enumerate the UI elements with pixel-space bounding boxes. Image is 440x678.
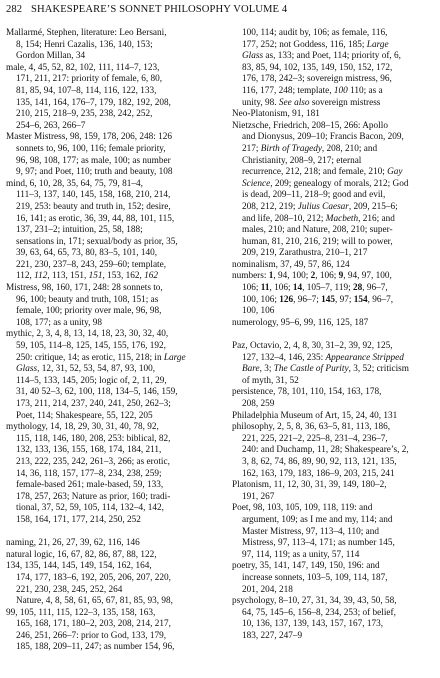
- index-continuation-line: [6, 492, 220, 504]
- index-continuation-line: [232, 202, 436, 214]
- index-text: , 153, 162,: [102, 271, 145, 282]
- index-text: 208, 212, 219;: [242, 201, 298, 212]
- index-entry-line: [6, 550, 220, 562]
- index-continuation-line: [6, 248, 220, 260]
- index-entry-line: [6, 283, 220, 295]
- index-text: 134, 135, 144, 145, 149, 154, 162, 164,: [6, 561, 152, 572]
- index-continuation-line: [232, 573, 436, 585]
- index-text: Philadelphia Museum of Art, 15, 24, 40, 131: [232, 410, 398, 421]
- index-text: tional, 37, 52, 59, 105, 114, 132–4, 142,: [16, 503, 164, 514]
- index-entry-line: [232, 121, 436, 133]
- index-continuation-line: [6, 40, 220, 52]
- index-continuation-line: [232, 283, 436, 295]
- index-continuation-line: [6, 144, 220, 156]
- index-text: 176, 178, 242–3; sovereign mistress, 96,: [242, 74, 392, 85]
- italic-text: Macbeth: [325, 213, 359, 224]
- index-text: , 209, 215–6;: [348, 201, 398, 212]
- index-column-right: [232, 28, 436, 642]
- index-text: human, 81, 210, 216, 219; will to power,: [242, 236, 393, 247]
- index-text: philosophy, 2, 5, 8, 36, 63–5, 81, 113, 186,: [232, 422, 391, 433]
- index-text: female, 100; priority over male, 96, 98,: [16, 306, 162, 317]
- index-text: Neo-Platonism, 91, 181: [232, 109, 320, 120]
- index-continuation-line: [232, 492, 436, 504]
- index-text: numbers:: [232, 271, 269, 282]
- index-continuation-line: [6, 469, 220, 481]
- index-continuation-line: [232, 237, 436, 249]
- italic-text: Birth of Tragedy: [260, 143, 322, 154]
- index-text: , 97;: [335, 294, 354, 305]
- index-entry-line: [232, 109, 436, 121]
- index-text: Mistress, 98, 160, 171, 248: 28 sonnets to,: [6, 283, 163, 294]
- bold-text: 154: [353, 294, 368, 305]
- index-text: 3, 8, 62, 74, 86, 89, 90, 92, 113, 121, 135,: [242, 456, 397, 467]
- index-continuation-line: [6, 619, 220, 631]
- index-continuation-line: [232, 445, 436, 457]
- index-text: argument, 109; as I me and my, 114; and: [242, 514, 393, 525]
- index-text: 137, 231–2; intuition, 25, 58, 188;: [16, 225, 143, 236]
- index-entry-line: [232, 561, 436, 573]
- index-continuation-line: [6, 51, 220, 63]
- index-text: 14, 36, 118, 157, 177–8, 234, 238, 259;: [16, 468, 162, 479]
- index-continuation-line: [232, 550, 436, 562]
- index-column-left: [6, 28, 220, 654]
- index-text: 99, 105, 111, 115, 122–3, 135, 158, 163,: [6, 607, 156, 618]
- index-text: 165, 168, 171, 180–2, 203, 208, 214, 217,: [16, 619, 171, 630]
- index-continuation-line: [6, 411, 220, 423]
- index-text: recurrence, 212, 218; and female, 210;: [242, 167, 388, 178]
- index-continuation-line: [6, 306, 220, 318]
- italic-text: The Castle of Purity: [273, 364, 349, 375]
- italic-text: Julius Caesar: [297, 201, 349, 212]
- index-text: 217;: [242, 143, 261, 154]
- index-text: , 216; and: [358, 213, 395, 224]
- running-header: [6, 4, 287, 15]
- index-text: is dead, 209–11, 218–9; good and evil,: [242, 190, 386, 201]
- index-text: males, 210; and Nature, 208, 210; super-: [242, 225, 393, 236]
- index-continuation-line: [232, 619, 436, 631]
- index-entry-line: [232, 387, 436, 399]
- index-text: 10, 136, 137, 139, 143, 157, 167, 173,: [242, 619, 384, 630]
- index-text: mythic, 2, 3, 4, 8, 13, 14, 18, 23, 30, 32, 40,: [6, 329, 169, 340]
- index-continuation-line: [6, 237, 220, 249]
- index-text: Gordon Millan, 34: [16, 51, 86, 62]
- page-number: 282: [6, 4, 23, 15]
- index-continuation-line: [232, 51, 436, 63]
- index-continuation-line: [6, 364, 220, 376]
- index-text: , 96–7;: [293, 294, 322, 305]
- italic-text: Science: [242, 178, 271, 189]
- index-text: 158, 164, 171, 177, 214, 250, 252: [16, 514, 141, 525]
- index-continuation-line: [6, 353, 220, 365]
- italic-text: Large: [163, 352, 186, 363]
- index-continuation-line: [6, 167, 220, 179]
- index-text: 183, 227, 247–9: [242, 630, 303, 641]
- index-text: , 209; genealogy of morals, 212; God: [270, 178, 409, 189]
- italic-text: Glass: [16, 364, 38, 375]
- index-continuation-line: [6, 457, 220, 469]
- index-continuation-line: [6, 573, 220, 585]
- index-text: 219, 253: beauty and truth in, 152; desire,: [16, 201, 171, 212]
- index-text: 221, 225, 221–2, 225–8, 231–4, 236–7,: [242, 433, 388, 444]
- index-text: 132, 133, 136, 155, 168, 174, 184, 211,: [16, 445, 162, 456]
- bold-text: 14: [292, 283, 303, 294]
- index-text: 111–3, 137, 140, 145, 158, 168, 210, 214,: [16, 190, 171, 201]
- index-text: persistence, 78, 101, 110, 154, 163, 178,: [232, 387, 382, 398]
- index-entry-line: [6, 132, 220, 144]
- index-text: 127, 132–4, 146, 235:: [242, 352, 326, 363]
- index-continuation-line: [232, 156, 436, 168]
- index-text: , 12, 31, 52, 53, 54, 87, 93, 100,: [37, 364, 156, 375]
- index-text: 174, 177, 183–6, 192, 205, 206, 207, 220,: [16, 572, 171, 583]
- index-text: natural logic, 16, 67, 82, 86, 87, 88, 122,: [6, 549, 157, 560]
- index-text: Paz, Octavio, 2, 4, 8, 30, 31–2, 39, 92, 125,: [232, 341, 393, 352]
- index-continuation-line: [6, 202, 220, 214]
- index-text: 110; as a: [347, 85, 383, 96]
- index-entry-line: [232, 260, 436, 272]
- index-continuation-line: [6, 109, 220, 121]
- index-text: 115, 118, 146, 180, 208, 253: biblical, 82,: [16, 433, 171, 444]
- index-text: 96, 98, 108, 177; as male, 100; as number: [16, 155, 171, 166]
- index-text: numerology, 95–6, 99, 116, 125, 187: [232, 317, 369, 328]
- index-continuation-line: [232, 631, 436, 643]
- index-continuation-line: [6, 445, 220, 457]
- italic-text: See also: [278, 97, 310, 108]
- index-text: increase sonnets, 103–5, 109, 114, 187,: [242, 572, 388, 583]
- index-entry-line: [232, 341, 436, 353]
- bold-text: 145: [321, 294, 336, 305]
- index-text: 39, 63, 64, 65, 73, 80, 83–5, 101, 140,: [16, 248, 158, 259]
- index-text: Christianity, 208–9, 217; eternal: [242, 155, 362, 166]
- index-entry-line: [6, 329, 220, 341]
- index-text: 210, 215, 218–9, 235, 238, 242, 252,: [16, 109, 153, 120]
- index-continuation-line: [232, 28, 436, 40]
- index-continuation-line: [232, 457, 436, 469]
- index-continuation-line: [6, 399, 220, 411]
- index-continuation-line: [232, 515, 436, 527]
- index-continuation-line: [232, 376, 436, 388]
- index-text: 173, 211, 214, 237, 240, 241, 250, 262–3;: [16, 399, 171, 409]
- index-text: , 96–7,: [367, 294, 394, 305]
- index-continuation-line: [232, 469, 436, 481]
- index-text: 16, 141; as erotic, 36, 39, 44, 88, 101, 115,: [16, 213, 175, 224]
- index-continuation-line: [6, 503, 220, 515]
- index-text: 178, 257, 263; Nature as prior, 160; tradi-: [16, 491, 171, 502]
- index-continuation-line: [6, 260, 220, 272]
- index-continuation-line: [6, 480, 220, 492]
- index-text: 83, 85, 94, 102, 135, 149, 150, 152, 172,: [242, 62, 393, 73]
- index-text: , 106;: [315, 271, 339, 282]
- index-text: 171, 211, 217: priority of female, 6, 80,: [16, 74, 163, 85]
- bold-text: 2: [310, 271, 316, 282]
- index-text: , 96–7,: [362, 283, 388, 294]
- index-text: , 208, 210; and: [321, 143, 378, 154]
- index-entry-line: [232, 480, 436, 492]
- italic-text: Glass: [242, 51, 264, 62]
- italic-text: Appearance Stripped: [325, 352, 404, 363]
- index-text: 240: and Duchamp, 11, 28; Shakespeare’s, 2,: [242, 445, 409, 456]
- index-text: , 105–7, 119;: [302, 283, 353, 294]
- index-text: 221, 230, 237–8, 243, 259–60; template,: [16, 259, 167, 270]
- index-continuation-line: [6, 341, 220, 353]
- index-continuation-line: [232, 353, 436, 365]
- index-continuation-line: [232, 98, 436, 110]
- index-text: mind, 6, 10, 28, 35, 64, 75, 79, 81–4,: [6, 178, 143, 189]
- bold-text: 11: [260, 283, 270, 294]
- index-text: 108, 177; as a unity, 98: [16, 317, 102, 328]
- bold-text: 126: [279, 294, 294, 305]
- index-text: 191, 267: [242, 491, 275, 502]
- index-text: as, 133; and Poet, 114; priority of, 6,: [263, 51, 401, 62]
- index-text: 185, 188, 209–11, 247; as number 154, 96,: [16, 642, 175, 653]
- index-continuation-line: [232, 364, 436, 376]
- index-text: 208, 259: [242, 399, 275, 409]
- index-continuation-line: [232, 295, 436, 307]
- index-continuation-line: [232, 248, 436, 260]
- index-text: Nietzsche, Friedrich, 208–15, 266: Apollo: [232, 120, 388, 131]
- bold-text: 1: [268, 271, 274, 282]
- index-continuation-line: [232, 585, 436, 597]
- bold-text: 28: [352, 283, 363, 294]
- index-text: 97, 114, 119; as a unity, 57, 114: [242, 549, 360, 560]
- index-continuation-line: [232, 225, 436, 237]
- index-continuation-line: [232, 608, 436, 620]
- index-text: 9, 97; and Poet, 110; truth and beauty, 108: [16, 167, 173, 178]
- index-text: 254–6, 263, 266–7: [16, 120, 86, 131]
- index-text: 31, 40 52–3, 62, 100, 118, 134–5, 146, 159,: [16, 387, 178, 398]
- index-continuation-line: [6, 596, 220, 608]
- index-text: sonnets to, 96, 100, 116; female priority,: [16, 143, 166, 154]
- index-text: , 3;: [259, 364, 274, 375]
- index-text: Master Mistress, 98, 159, 178, 206, 248: 126: [6, 132, 172, 143]
- index-text: Nature, 4, 8, 58, 61, 65, 67, 81, 85, 93, 98,: [16, 596, 173, 607]
- index-text: 112,: [16, 271, 35, 282]
- index-text: 8, 154; Henri Cazalis, 136, 140, 153;: [16, 39, 153, 50]
- index-text: 246, 251, 266–7: prior to God, 133, 179,: [16, 630, 167, 641]
- index-continuation-line: [6, 376, 220, 388]
- index-entry-line: [6, 63, 220, 75]
- index-entry-line: [6, 561, 220, 573]
- index-continuation-line: [232, 86, 436, 98]
- index-text: 250: critique, 14; as erotic, 115, 218; in: [16, 352, 164, 363]
- index-entry-line: [6, 28, 220, 40]
- index-text: 106;: [242, 283, 261, 294]
- index-text: 64, 75, 145–6, 156–8, 234, 253; of belief,: [242, 607, 396, 618]
- italic-text: Large: [366, 39, 389, 50]
- index-continuation-line: [6, 271, 220, 283]
- italic-text: Gay: [387, 167, 403, 178]
- italic-text: 112: [34, 271, 48, 282]
- index-text: Mistress, 97, 113–4, 171; as number 145,: [242, 538, 395, 549]
- index-continuation-line: [232, 63, 436, 75]
- index-text: 201, 204, 218: [242, 584, 293, 595]
- index-continuation-line: [6, 387, 220, 399]
- index-text: Mallarmé, Stephen, literature: Leo Bersani,: [6, 28, 167, 38]
- index-entry-line: [232, 318, 436, 330]
- index-continuation-line: [6, 121, 220, 133]
- index-continuation-line: [6, 295, 220, 307]
- index-text: , 106;: [269, 283, 293, 294]
- index-text: , 3, 52; criticism: [348, 364, 409, 375]
- index-continuation-line: [232, 214, 436, 226]
- index-entry-line: [232, 503, 436, 515]
- index-continuation-line: [232, 527, 436, 539]
- index-entry-line: [6, 608, 220, 620]
- bold-text: 9: [338, 271, 344, 282]
- italic-text: Bare: [242, 364, 260, 375]
- index-continuation-line: [232, 306, 436, 318]
- index-text: naming, 21, 26, 27, 39, 62, 116, 146: [6, 538, 140, 549]
- index-text: 209, 219, Zarathustra, 210–1, 217: [242, 248, 368, 259]
- index-continuation-line: [232, 40, 436, 52]
- index-text: , 94, 100;: [273, 271, 311, 282]
- index-continuation-line: [232, 190, 436, 202]
- index-text: 96, 100; beauty and truth, 108, 151; as: [16, 294, 159, 305]
- index-continuation-line: [6, 515, 220, 527]
- index-text: 100, 114; audit by, 106; as female, 116,: [242, 28, 388, 38]
- index-continuation-line: [6, 156, 220, 168]
- index-continuation-line: [6, 642, 220, 654]
- index-text: unity, 98.: [242, 97, 279, 108]
- index-text: 221, 230, 238, 245, 252, 264: [16, 584, 123, 595]
- index-text: 81, 85, 94, 107–8, 114, 116, 122, 133,: [16, 85, 157, 96]
- running-title: SHAKESPEARE’S SONNET PHILOSOPHY VOLUME 4: [30, 4, 288, 15]
- index-continuation-line: [6, 585, 220, 597]
- index-text: nominalism, 37, 49, 57, 86, 124: [232, 259, 350, 270]
- index-text: poetry, 35, 141, 147, 149, 150, 196: and: [232, 561, 380, 572]
- index-text: 100, 106;: [242, 294, 280, 305]
- index-text: sensations in, 171; sexual/body as prior, 35,: [16, 236, 178, 247]
- index-text: male, 4, 45, 52, 82, 102, 111, 114–7, 123,: [6, 62, 160, 73]
- index-text: mythology, 14, 18, 29, 30, 31, 40, 78, 92,: [6, 422, 159, 433]
- index-entry-line: [232, 596, 436, 608]
- index-continuation-line: [6, 225, 220, 237]
- index-entry-line: [232, 411, 436, 423]
- index-text: 100, 106: [242, 306, 275, 317]
- index-text: and Dionysus, 209–10; Francis Bacon, 209,: [242, 132, 404, 143]
- index-text: 116, 177, 248; template,: [242, 85, 334, 96]
- index-text: Poet, 114; Shakespeare, 55, 122, 205: [16, 410, 153, 421]
- index-text: psychology, 8–10, 27, 31, 34, 39, 43, 50, 58,: [232, 596, 397, 607]
- italic-text: 100: [333, 85, 348, 96]
- index-text: Poet, 98, 103, 105, 109, 118, 119: and: [232, 503, 373, 514]
- index-continuation-line: [232, 74, 436, 86]
- index-continuation-line: [232, 167, 436, 179]
- italic-text: 162: [144, 271, 159, 282]
- index-continuation-line: [6, 434, 220, 446]
- index-text: 213, 222, 235, 242, 261–3, 266; as erotic,: [16, 456, 170, 467]
- index-continuation-line: [232, 179, 436, 191]
- index-text: of myth, 31, 52: [242, 375, 299, 386]
- section-gap: [232, 329, 436, 341]
- index-text: Master Mistress, 97, 113–4, 110; and: [242, 526, 380, 537]
- index-continuation-line: [6, 98, 220, 110]
- index-continuation-line: [232, 434, 436, 446]
- index-entry-line: [232, 422, 436, 434]
- index-text: sovereign mistress: [309, 97, 381, 108]
- section-gap: [6, 527, 220, 539]
- index-text: 177, 252; not Goddess, 116, 185;: [242, 39, 367, 50]
- index-text: , 94, 97, 100,: [343, 271, 392, 282]
- index-text: female-based 261; male-based, 59, 133,: [16, 480, 164, 491]
- index-continuation-line: [232, 399, 436, 411]
- index-text: Platonism, 11, 12, 30, 31, 39, 149, 180–2,: [232, 480, 387, 491]
- index-continuation-line: [6, 214, 220, 226]
- index-continuation-line: [6, 74, 220, 86]
- index-continuation-line: [6, 86, 220, 98]
- index-entry-line: [6, 538, 220, 550]
- index-continuation-line: [6, 631, 220, 643]
- index-text: and life, 208–10, 212;: [242, 213, 326, 224]
- index-entry-line: [6, 422, 220, 434]
- index-entry-line: [6, 179, 220, 191]
- index-continuation-line: [232, 144, 436, 156]
- index-text: 59, 105, 114–8, 125, 145, 155, 176, 192,: [16, 341, 166, 352]
- italic-text: 151: [88, 271, 103, 282]
- index-text: 135, 141, 164, 176–7, 179, 182, 192, 208,: [16, 97, 171, 108]
- index-continuation-line: [6, 190, 220, 202]
- index-text: , 113, 151,: [47, 271, 89, 282]
- index-continuation-line: [6, 318, 220, 330]
- index-entry-line: [232, 271, 436, 283]
- index-continuation-line: [232, 538, 436, 550]
- index-text: 162, 163, 179, 183, 186–9, 203, 215, 241: [242, 468, 395, 479]
- index-continuation-line: [232, 132, 436, 144]
- index-text: 114–5, 133, 145, 205; logic of, 2, 11, 29,: [16, 375, 167, 386]
